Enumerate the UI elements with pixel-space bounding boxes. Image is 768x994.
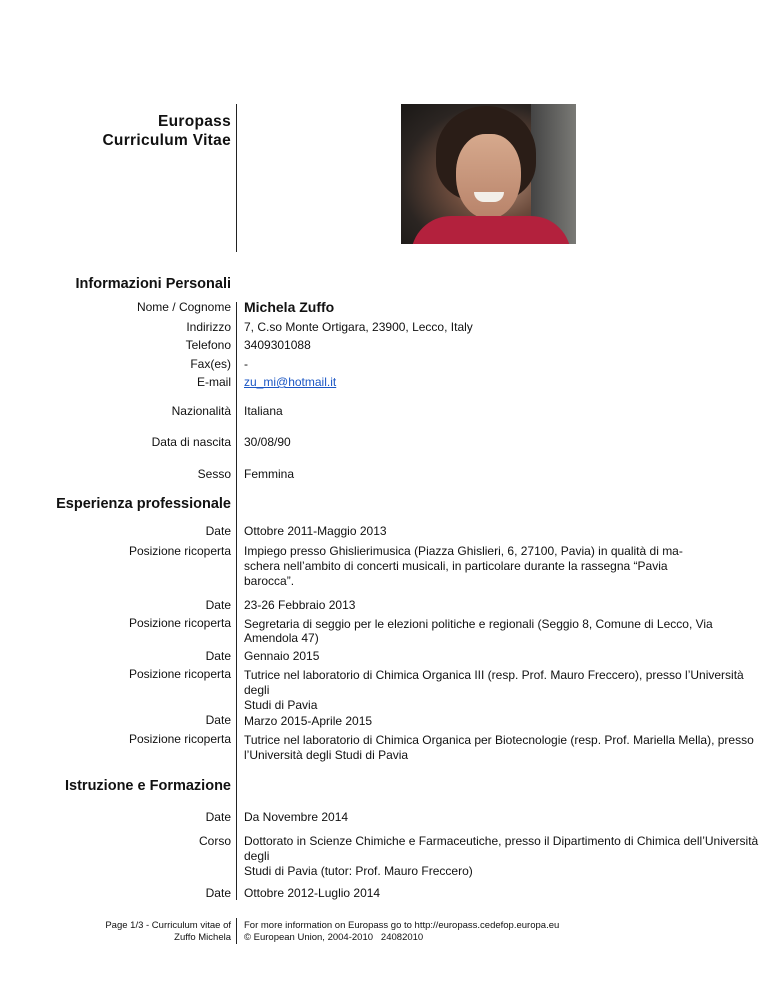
exp-position [244, 544, 683, 589]
exp-position-line: l’Università degli Studi di Pavia [244, 748, 409, 762]
exp-position-line: Impiego presso Ghislierimusica (Piazza Ghislieri, 6, 27100, Pavia) in qualità di ma- [244, 544, 683, 558]
exp-position: Segretaria di seggio per le elezioni politiche e regionali (Seggio 8, Comune di Lecco, Via Amendola 47) [244, 617, 713, 645]
exp-date: 23-26 Febbraio 2013 [244, 598, 356, 612]
edu-date-label: Date [205, 810, 231, 824]
exp-date: Marzo 2015-Aprile 2015 [244, 714, 373, 728]
exp-position-line: schera nell’ambito di concerti musicali, in particolare durante la rassegna “Pavia [244, 559, 668, 573]
label-nationality: Nazionalità [171, 404, 231, 418]
value-birthdate: 30/08/90 [244, 435, 291, 449]
exp-position-line: barocca”. [244, 574, 295, 588]
footer-divider [236, 918, 237, 944]
label-email: E-mail [196, 375, 231, 389]
header-divider [236, 104, 237, 252]
europass-title [102, 112, 231, 150]
label-address: Indirizzo [186, 320, 231, 334]
exp-date-label: Date [205, 649, 231, 663]
edu-course-line: Studi di Pavia (tutor: Prof. Mauro Freccero) [244, 864, 473, 878]
label-sex: Sesso [197, 467, 231, 481]
exp-position-line: Studi di Pavia [244, 698, 318, 712]
footer-page-line: Page 1/3 - Curriculum vitae of [105, 920, 231, 931]
value-fax: - [244, 357, 248, 371]
edu-course-line: Dottorato in Scienze Chimiche e Farmaceutiche, presso il Dipartimento di Chimica dell’Università degli [244, 834, 759, 863]
footer-owner-line: Zuffo Michela [174, 932, 231, 943]
edu-date: Da Novembre 2014 [244, 810, 349, 824]
exp-position-line: Tutrice nel laboratorio di Chimica Organica III (resp. Prof. Mauro Freccero), presso l’Università degli [244, 668, 744, 697]
edu-date: Ottobre 2012-Luglio 2014 [244, 886, 381, 900]
exp-position-label: Posizione ricoperta [128, 544, 231, 558]
exp-position-label: Posizione ricoperta [128, 616, 231, 630]
section-title-experience: Esperienza professionale [56, 496, 231, 512]
label-name: Nome / Cognome [136, 300, 231, 314]
value-email [244, 375, 336, 389]
value-address: 7, C.so Monte Ortigara, 23900, Lecco, Italy [244, 320, 473, 334]
value-phone: 3409301088 [244, 338, 311, 352]
exp-date-label: Date [205, 598, 231, 612]
exp-position-label: Posizione ricoperta [128, 667, 231, 681]
footer-europass-info [244, 920, 559, 944]
exp-position-label: Posizione ricoperta [128, 732, 231, 746]
footer-copyright-line: © European Union, 2004-2010 24082010 [244, 932, 424, 943]
edu-course-label: Corso [198, 834, 231, 848]
europass-title-line1: Europass [157, 113, 231, 130]
section-title-education: Istruzione e Formazione [65, 778, 231, 794]
label-fax: Fax(es) [190, 357, 231, 371]
exp-position [244, 668, 768, 713]
exp-position [244, 733, 754, 763]
europass-title-line2: Curriculum Vitae [102, 132, 231, 149]
value-sex: Femmina [244, 467, 295, 481]
email-link[interactable]: zu_mi@hotmail.it [244, 375, 337, 389]
edu-date-label: Date [205, 886, 231, 900]
value-name: Michela Zuffo [244, 299, 335, 315]
profile-photo [401, 104, 576, 244]
section-title-personal: Informazioni Personali [75, 276, 231, 292]
edu-course [244, 834, 768, 879]
value-nationality: Italiana [244, 404, 283, 418]
exp-position-line: Tutrice nel laboratorio di Chimica Organica per Biotecnologie (resp. Prof. Mariella Mella), presso [244, 733, 754, 747]
label-birthdate: Data di nascita [151, 435, 231, 449]
exp-date-label: Date [205, 713, 231, 727]
label-phone: Telefono [185, 338, 231, 352]
content-divider [236, 302, 237, 900]
footer-page-info [105, 920, 231, 944]
exp-date: Ottobre 2011-Maggio 2013 [244, 524, 387, 538]
footer-info-line: For more information on Europass go to http://europass.cedefop.europa.eu [244, 920, 560, 931]
exp-date-label: Date [205, 524, 231, 538]
exp-date: Gennaio 2015 [244, 649, 320, 663]
